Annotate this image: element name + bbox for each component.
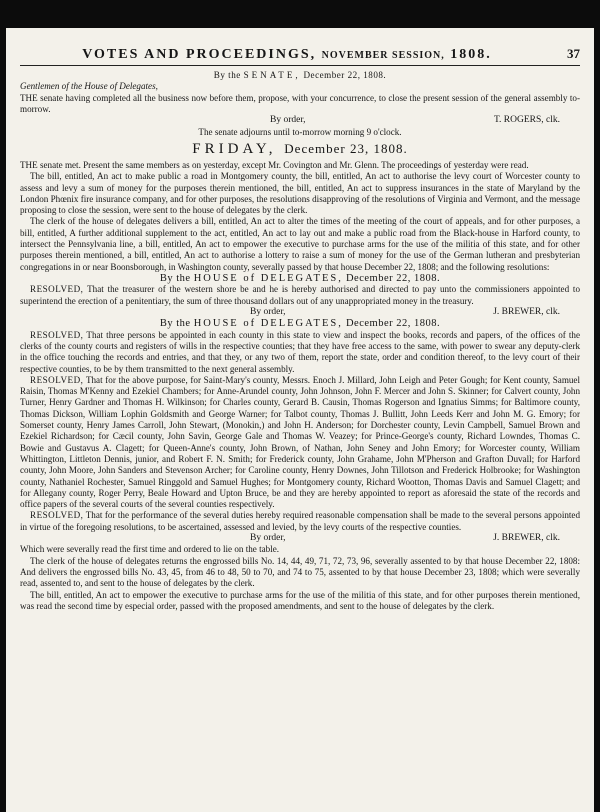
house2-signature-line [20, 533, 580, 545]
house2-resolved-2-text: That for the above purpose, for Saint-Mary's county, Messrs. Enoch J. Millard, John Leigh and Peter Gough; for Kent county, Samuel Raisin, Thomas M'Kenny and Ezekiel Chambers; for Anne-Arundel county, John Johnson, John F. Mercer and John S. Skinner; for Calvert county, John Turner, Henry Gardner and Thomas H. Wilkinson; for Charles county, Gerard B. Causin, Thomas Rogerson and Ignatius Simms; for Baltimore county, Thomas Dickson, William Lophin Goldsmith and George Warner; for Talbot county, Thomas J. Bullitt, John Leeds Kerr and John M. G. Emory; for Somerset county, Henry James Carroll, John Stewart, (Monokin,) and John H. Anderson; for Dorchester county, Levin Campbell, Samuel Brown and Ezekiel Richardson; for Cæcil county, John Savin, George Gale and Thomas W. Veazey; for Prince-George's county, Richard Lowndes, Thomas C. Bowie and Gustavus A. Clagett; for Queen-Anne's county, John Brown, of Nathan, John Seney and John Emory; for Worcester county, William Whittington, Littleton Dennis, junior, and Robert F. N. Smith; for Frederick county, John Grahame, John M'Pherson and Grafton Duvall; for Harford county, John Moore, John Sanders and Stevenson Archer; for Caroline county, Henry Downes, John Tillotson and Frederick Holbrooke; for Washington county, Nathaniel Rochester, Samuel Ringgold and Samuel Hughes; for Montgomery county, Richard Wootton, Thomas Davis and Samuel Clagett; and for Allegany county, Roger Perry, Beale Howard and Upton Bruce, be and they are hereby appointed to report as aforesaid the state of the records and office papers of the several courts of the several counties respectively. [20, 374, 580, 510]
house2-resolved-3-text: That for the performance of the several duties hereby required reasonable compensation shall be made to the several persons appointed in virtue of the foregoing resolutions, to be ascertained, assessed and levied, by the levy courts of the respective counties. [20, 510, 581, 532]
closing-para-1: Which were severally read the first time and ordered to lie on the table. [20, 544, 280, 555]
house2-by-order: By order, [250, 532, 286, 543]
day-heading [20, 141, 580, 158]
proceedings-para-2: The bill, entitled, An act to make public a road in Montgomery county, the bill, entitled, An act to authorise the levy court of Worcester county to assess and levy a sum of money for the purposes therein mentioned, the bill, entitled, An act to suppress insurances in the state of Maryland by the London Phœnix fire insurance company, and for other purposes, the resolutions disapproving of the resolutions of Virginia and Vermont, and the message proposing to close the session, were sent to the house of delegates by the clerk. [20, 171, 580, 216]
house1-resolved-label: RESOLVED, [30, 284, 84, 295]
house-heading-2 [20, 318, 580, 329]
house2-resolution-3 [20, 510, 580, 533]
house2-date: December 22, 1808. [345, 318, 441, 330]
house2-by-the: By the [159, 318, 191, 330]
house1-by-order: By order, [250, 306, 286, 317]
senate-by-the: By the [213, 70, 241, 80]
senate-by-order: By order, [270, 115, 306, 126]
house2-resolved-1-text: That three persons be appointed in each county in this state to view and inspect the books, records and papers, of the offices of the clerks of the county courts and registers of wills in the respective counties; that they have free access to the same, with power to swear any deputy-clerk in the office touching the records and entries, and that they, or any two of them, report the state, order and condition thereof, to the levy court of their respective counties, to be by them transmitted to the next general assembly. [20, 329, 581, 374]
day-date: December 23, 1808. [284, 140, 408, 156]
day-name: FRIDAY, [192, 140, 277, 157]
proceedings-para-3: The clerk of the house of delegates delivers a bill, entitled, An act to alter the times of the meeting of the court of appeals, and for other purposes, a bill, entitled, A further additional supplement to the act, entitled, An act to lay out and make a public road from the Black-house in Harford county, to intersect the Pennsylvania line, a bill, entitled, An act to empower the executive to purchase arms for the use of the militia of this state, and for other purposes therein mentioned, a bill, entitled, An act to authorise a lottery to raise a sum of money for the use of the German lutheran and presbyterian congregations in or near Boonsborough, in Washington county, severally passed by that house December 22, 1808; and the following resolutions: [20, 216, 580, 272]
senate-date: December 22, 1808. [303, 70, 387, 80]
house1-signature: J. BREWER, clk. [493, 306, 560, 317]
house1-date: December 22, 1808. [345, 272, 441, 284]
house2-resolved-1-label: RESOLVED, [30, 329, 84, 340]
senate-label: SENATE, [243, 70, 301, 80]
senate-adjourns: The senate adjourns until to-morrow morning 9 o'clock. [198, 126, 402, 137]
page-number: 37 [567, 46, 580, 61]
house1-resolution [20, 284, 580, 307]
house2-resolution-2 [20, 375, 580, 511]
house2-resolved-2-label: RESOLVED, [30, 374, 84, 385]
closing-para-3: The bill, entitled, An act to empower the executive to purchase arms for the use of the militia of this state, and for other purposes therein mentioned, was read the second time by especial order, passed with the proposed amendments, and sent to the house of delegates by the clerk. [20, 589, 580, 611]
house1-by-the: By the [159, 272, 191, 284]
senate-signature-line [20, 115, 580, 127]
title-main: VOTES AND PROCEEDINGS, [82, 47, 317, 62]
house1-signature-line [20, 307, 580, 319]
senate-heading [20, 70, 580, 81]
house2-signature: J. BREWER, clk. [493, 532, 560, 543]
running-header [20, 46, 580, 66]
house1-resolved-text: That the treasurer of the western shore be and he is hereby authorised and directed to pay unto the commissioners appointed to superintend the erection of a penitentiary, the sum of three thousand dollars out of any unappropriated money in the treasury. [20, 284, 581, 306]
house2-resolved-3-label: RESOLVED, [30, 510, 84, 521]
house-heading-1 [20, 273, 580, 284]
title-year: 1808. [450, 47, 492, 62]
house2-resolution-1 [20, 330, 580, 375]
senate-signature: T. ROGERS, clk. [493, 115, 560, 126]
title-session: NOVEMBER SESSION, [321, 50, 445, 61]
house2-label: HOUSE of DELEGATES, [193, 318, 343, 330]
proceedings-para-1: THE senate met. Present the same members as on yesterday, except Mr. Covington and Mr. Glenn. The proceedings of yesterday were read. [20, 159, 529, 170]
closing-para-2: The clerk of the house of delegates returns the engrossed bills No. 14, 44, 49, 71, 72, 73, 96, severally assented to by that house December 22, 1808: And delivers the engrossed bills No. 43, 45, from 46 to 48, 50 to 70, and 74 to 75, assented to by that house December 23, 1808; which were severally read, assented to, and sent to the house of delegates by the clerk. [20, 555, 580, 589]
senate-salutation: Gentlemen of the House of Delegates, [20, 81, 158, 92]
document-page [6, 28, 594, 812]
house1-label: HOUSE of DELEGATES, [193, 272, 343, 284]
senate-body: THE senate having completed all the business now before them, propose, with your concurrence, to close the present session of the general assembly to-morrow. [20, 92, 580, 114]
running-title [20, 47, 554, 63]
